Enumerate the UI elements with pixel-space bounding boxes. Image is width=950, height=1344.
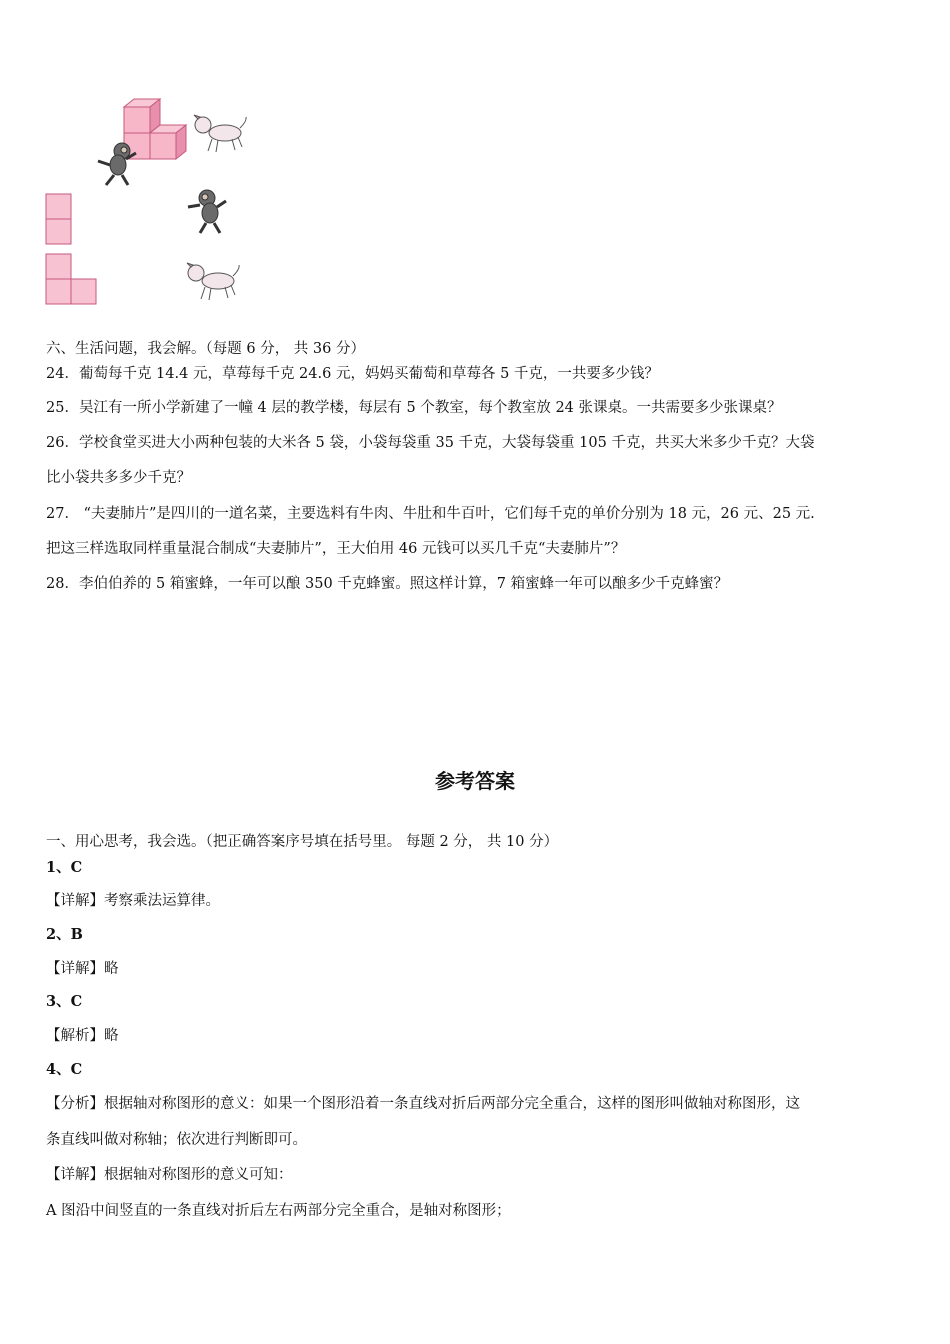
question-24: 24．葡萄每千克 14.4 元，草莓每千克 24.6 元，妈妈买葡萄和草莓各 5 千克，一共要多少钱？ [46, 366, 659, 382]
answer-4-detail-a: A 图沿中间竖直的一条直线对折后左右两部分完全重合，是轴对称图形； [46, 1203, 511, 1219]
answer-1-detail: 【详解】考察乘法运算律。 [46, 893, 220, 909]
question-27-line1: 27． “夫妻肺片”是四川的一道名菜，主要选料有牛肉、牛肚和牛百叶，它们每千克的单价分别为 18 元，26 元、25 元. [46, 506, 815, 522]
answer-4-analysis-line2: 条直线叫做对称轴；依次进行判断即可。 [46, 1132, 307, 1148]
answer-3: 3、C [46, 993, 83, 1010]
answers-section1-heading: 一、用心思考，我会选。（把正确答案序号填在括号里。 每题 2 分， 共 10 分） [46, 834, 559, 850]
left-view-shape [46, 194, 71, 244]
answer-4-analysis-line1: 【分析】根据轴对称图形的意义：如果一个图形沿着一条直线对折后两部分完全重合，这样的图形叫做轴对称图形，这 [46, 1096, 800, 1112]
question-26-line1: 26．学校食堂买进大小两种包装的大米各 5 袋，小袋每袋重 35 千克，大袋每袋重 105 千克，共买大米多少千克？大袋 [46, 435, 815, 451]
answer-1: 1、C [46, 859, 83, 876]
question-28: 28．李伯伯养的 5 箱蜜蜂，一年可以酿 350 千克蜂蜜。照这样计算，7 箱蜜蜂一年可以酿多少千克蜂蜜？ [46, 576, 729, 592]
dog-icon [187, 263, 239, 300]
answer-2-detail: 【详解】略 [46, 961, 119, 977]
question-25: 25．吴江有一所小学新建了一幢 4 层的教学楼，每层有 5 个教室，每个教室放 24 张课桌。一共需要多少张课桌？ [46, 400, 782, 416]
question-27-line2: 把这三样选取同样重量混合制成“夫妻肺片”，王大伯用 46 元钱可以买几千克“夫妻肺片”？ [46, 541, 626, 557]
monkey-icon [188, 190, 226, 233]
question-26-line2: 比小袋共多多少千克？ [46, 470, 191, 486]
section6-heading: 六、生活问题，我会解。（每题 6 分， 共 36 分） [46, 341, 365, 357]
dog-icon [194, 115, 246, 152]
answer-4-detail: 【详解】根据轴对称图形的意义可知： [46, 1167, 293, 1183]
front-view-shape [46, 254, 96, 304]
answer-2: 2、B [46, 926, 83, 943]
view-figure [40, 95, 260, 310]
answers-title: 参考答案 [435, 769, 515, 793]
cube-stack-icon [124, 99, 186, 159]
monkey-icon [98, 143, 136, 185]
answer-3-detail: 【解析】略 [46, 1028, 119, 1044]
view-figure-svg [40, 95, 260, 310]
answer-4: 4、C [46, 1061, 83, 1078]
